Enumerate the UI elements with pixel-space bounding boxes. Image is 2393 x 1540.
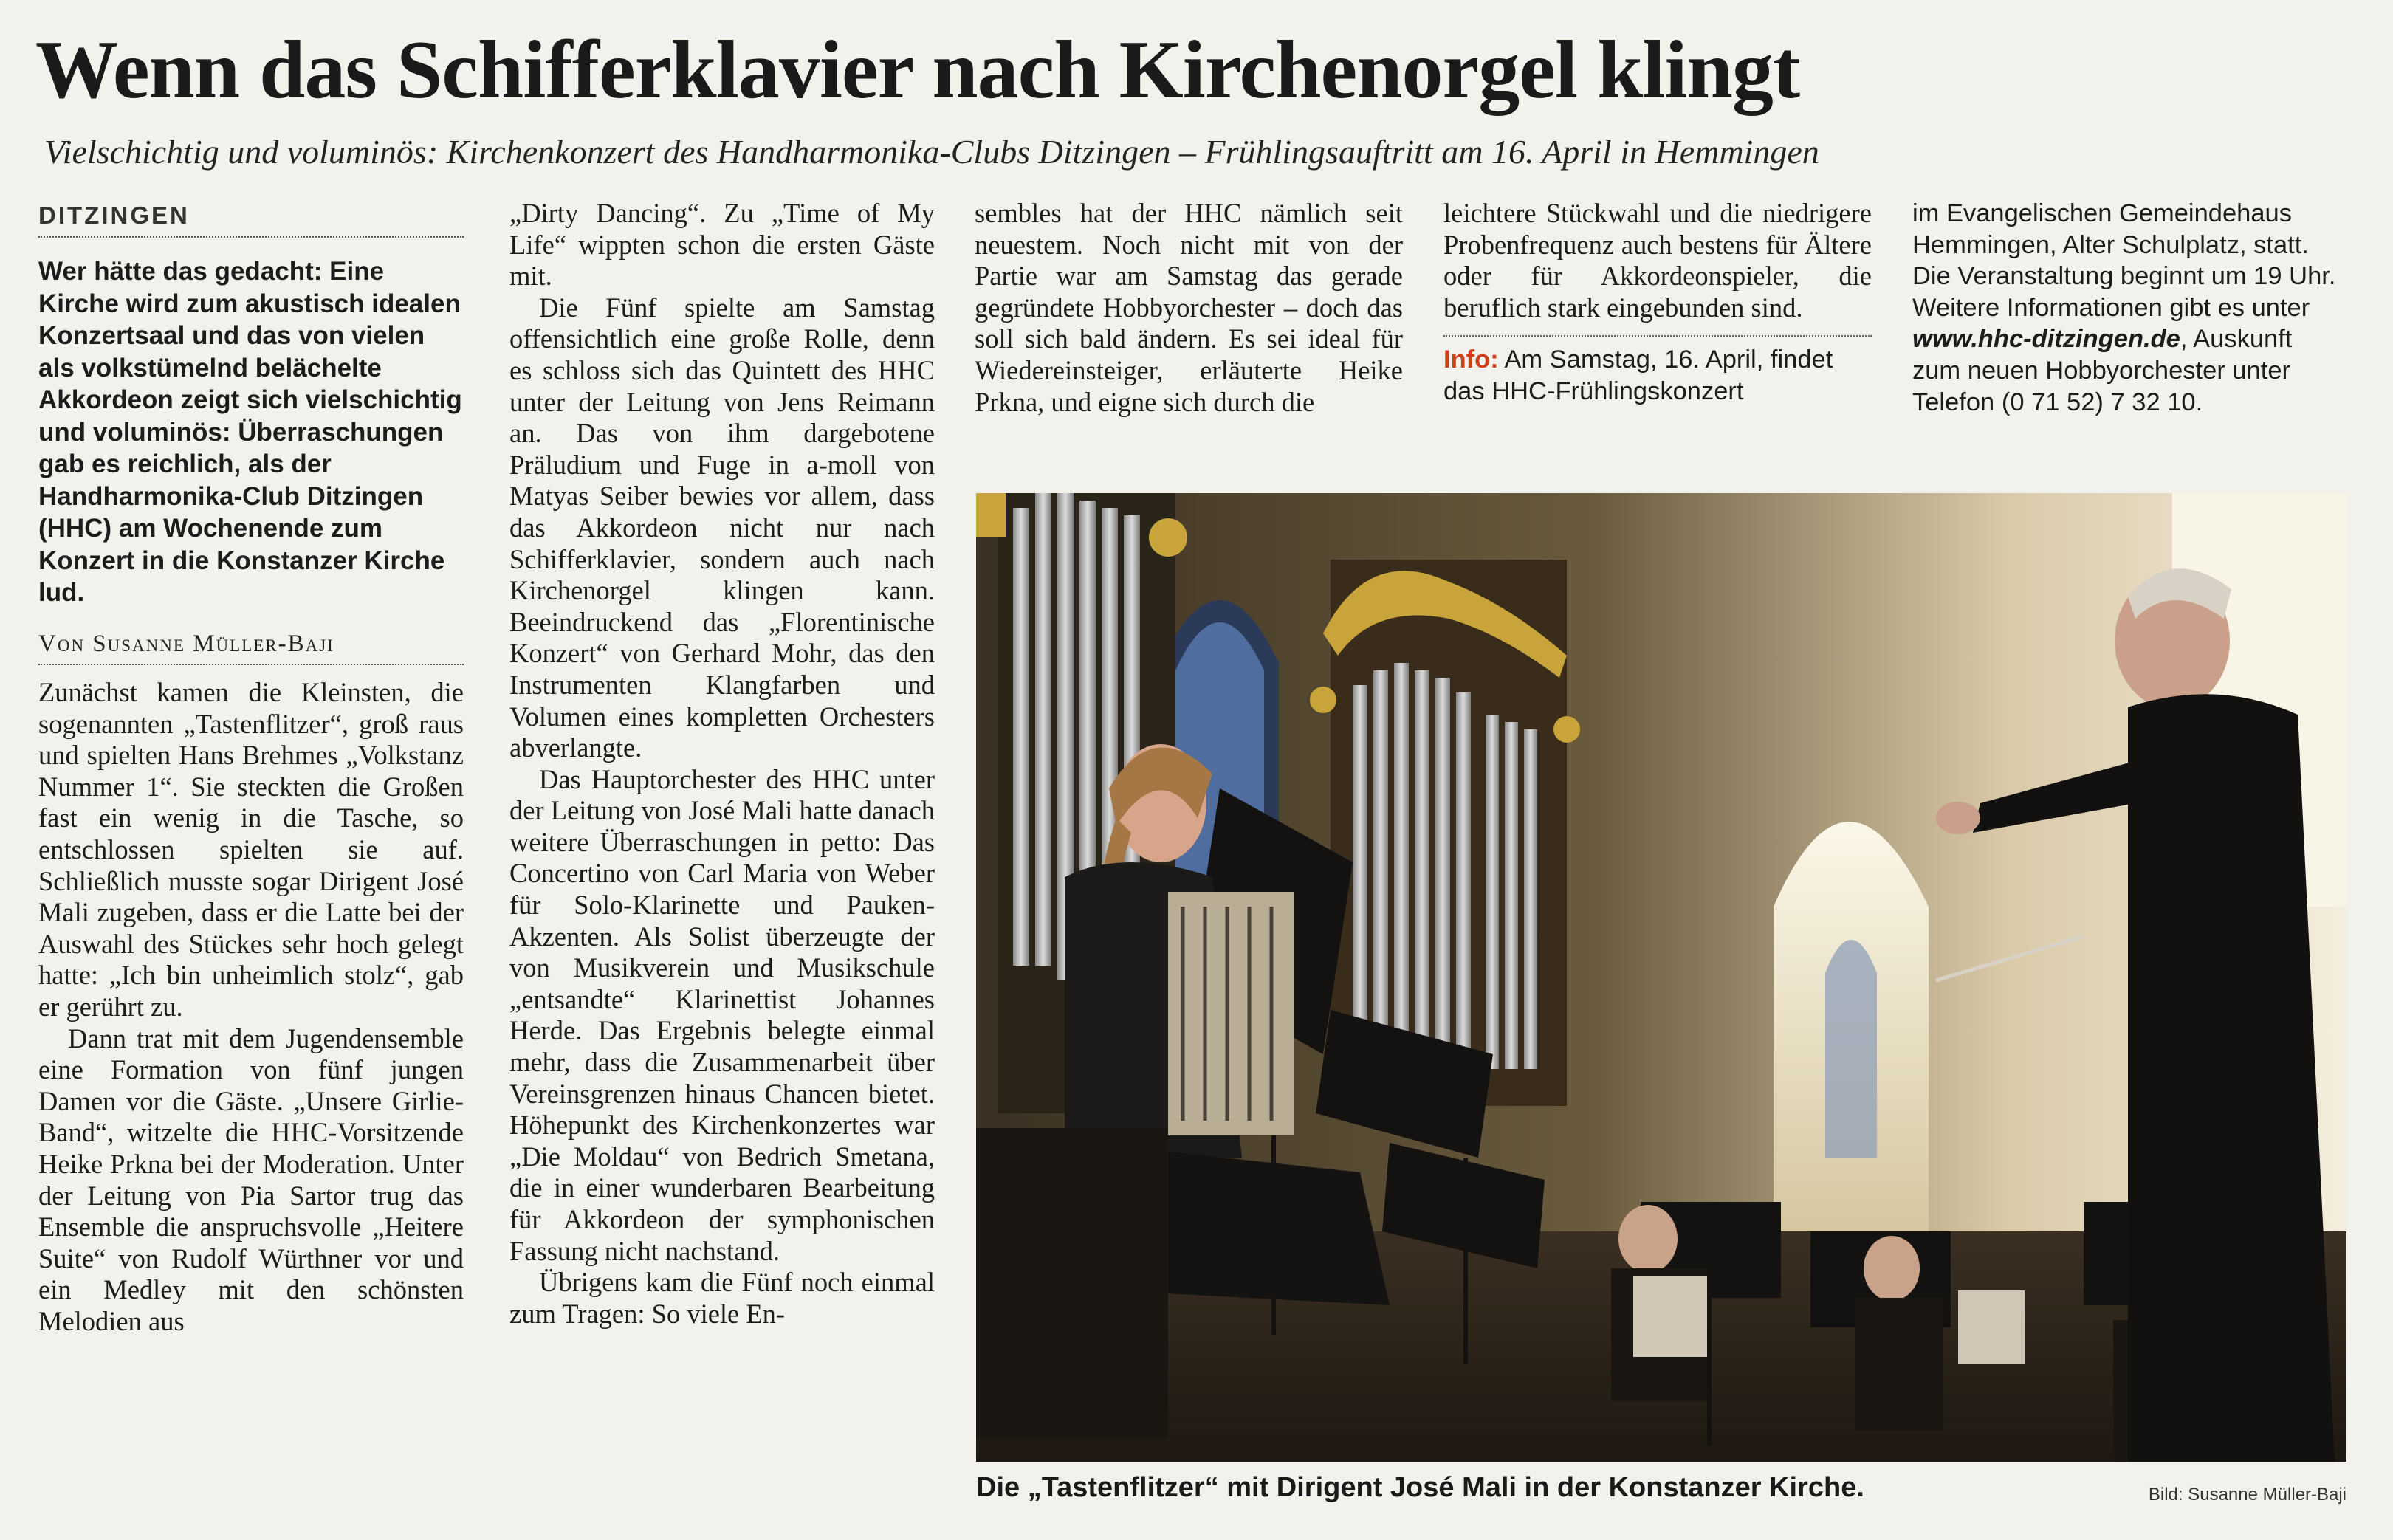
column-1 (38, 198, 464, 1338)
column-4 (1443, 198, 1872, 408)
paragraph: Die Fünf spielte am Samstag offensichtlich eine große Rolle, denn es schloss sich das Quintett des HHC unter der Leitung von Jens Reimann an. Das von ihm dargebotene Präludium und Fuge in a-moll von Matyas Seiber bewies vor allem, dass das Akkordeon nicht nur nach Schifferklavier, sondern auch nach Kirchenorgel klingen kann. Beeindruckend das „Florentinische Konzert“ von Gerhard Mohr, das den Instrumenten Klangfarben und Volumen eines kompletten Orchesters abverlangte. (509, 292, 935, 763)
photo-credit: Bild: Susanne Müller-Baji (2148, 1485, 2346, 1505)
column-3 (975, 198, 1403, 418)
paragraph: leichtere Stückwahl und die niedrigere Probenfrequenz auch bestens für Ältere oder für Akkordeonspieler, die beruflich stark eingebunden sind. (1443, 198, 1872, 323)
info-url-link[interactable]: www.hhc-ditzingen.de (1912, 325, 2180, 354)
paragraph: Zunächst kamen die Kleinsten, die sogenannten „Tastenflitzer“, groß raus und spielten Hans Brehmes „Volkstanz Nummer 1“. Sie steckten die Großen fast ein wenig in die Tasche, so entschlossen spielten sie auf. Schließlich musste sogar Dirigent José Mali zugeben, dass er die Latte bei der Auswahl des Stückes sehr hoch gelegt hatte: „Ich bin unheimlich stolz“, gab er gerührt zu. (38, 677, 464, 1022)
photo-caption: Die „Tastenflitzer“ mit Dirigent José Mali in der Konstanzer Kirche. (976, 1472, 1864, 1503)
column-5 (1912, 198, 2341, 418)
article-lead: Wer hätte das gedacht: Eine Kirche wird zum akustisch idealen Konzertsaal und das von vielen als volkstümelnd belächelte Akkordeon zeigt sich vielschichtig und voluminös: Überraschungen gab es reichlich, als der Handharmonika-Club Ditzingen (HHC) am Wochenende zum Konzert in die Konstanzer Kirche lud. (38, 257, 462, 607)
article-headline: Wenn das Schifferklavier nach Kirchenorgel klingt (35, 24, 1800, 116)
paragraph: Dann trat mit dem Jugendensemble eine Formation von fünf jungen Damen vor die Gäste. „Unsere Girlie-Band“, witzelte die HHC-Vorsitzende Heike Prkna bei der Moderation. Unter der Leitung von Pia Sartor trug das Ensemble die anspruchsvolle „Heitere Suite“ von Rudolf Würthner vor und ein Medley mit den schönsten Melodien aus (38, 1022, 464, 1336)
info-text: Am Samstag, 16. April, findet das HHC-Frühlingskonzert (1443, 346, 1833, 406)
paragraph: „Dirty Dancing“. Zu „Time of My Life“ wippten schon die ersten Gäste mit. (509, 198, 935, 292)
concert-photo-illustration (976, 493, 2346, 1462)
rubric-label: DITZINGEN (38, 198, 464, 238)
concert-photo (976, 493, 2346, 1462)
column-2 (509, 198, 935, 1330)
info-label: Info: (1443, 346, 1499, 374)
info-box (1443, 344, 1872, 408)
info-divider (1443, 335, 1872, 337)
article-subline: Vielschichtig und voluminös: Kirchenkonzert des Handharmonika-Clubs Ditzingen – Frühlingsauftritt am 16. April in Hemmingen (44, 133, 1819, 171)
paragraph: sembles hat der HHC nämlich seit neuestem. Noch nicht mit von der Partie war am Samstag das gerade gegründete Hobbyorchester – doch das soll sich bald ändern. Es sei ideal für Wiedereinsteiger, erläuterte Heike Prkna, und eigne sich durch die (975, 198, 1403, 417)
info-text-after-url: , Auskunft zum neuen Hobbyorchester unter Telefon (0 71 52) 7 32 10. (1912, 325, 2293, 416)
paragraph: Das Hauptorchester des HHC unter der Leitung von José Mali hatte danach weitere Überraschungen in petto: Das Concertino von Carl Maria von Weber für Solo-Klarinette und Pauken-Akzenten. Als Solist überzeugte der von Musikverein und Musikschule „entsandte“ Klarinettist Johannes Herde. Das Ergebnis belegte einmal mehr, dass die Zusammenarbeit über Vereinsgrenzen hinaus Chancen bietet. Höhepunkt des Kirchenkonzertes war „Die Moldau“ von Bedrich Smetana, die in einer wunderbaren Bearbeitung für Akkordeon der symphonischen Fassung nicht nachstand. (509, 763, 935, 1266)
paragraph: Übrigens kam die Fünf noch einmal zum Tragen: So viele En- (509, 1267, 935, 1329)
info-text-continued: im Evangelischen Gemeindehaus Hemmingen, Alter Schulplatz, statt. Die Veranstaltung beginnt um 19 Uhr. Weitere Informationen gibt es unter (1912, 199, 2336, 322)
byline: Von Susanne Müller-Baji (38, 628, 464, 666)
